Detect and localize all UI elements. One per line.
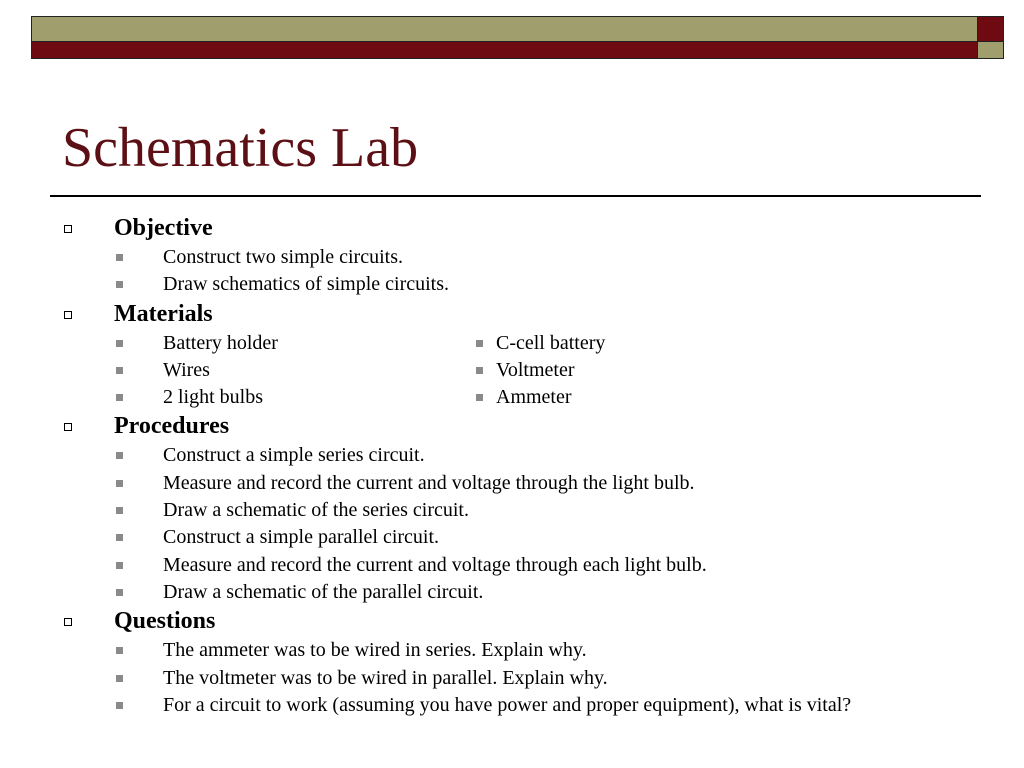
filled-square-icon bbox=[116, 562, 123, 569]
list-item bbox=[0, 552, 1024, 579]
list-item bbox=[0, 579, 1024, 606]
material-item: 2 light bulbs bbox=[163, 386, 264, 409]
header-square-olive bbox=[977, 41, 1004, 59]
section-heading: Objective bbox=[114, 215, 213, 241]
list-item-text: The ammeter was to be wired in series. Explain why. bbox=[163, 639, 587, 662]
list-item bbox=[0, 524, 1024, 551]
hollow-square-icon bbox=[64, 225, 72, 233]
filled-square-icon bbox=[116, 367, 123, 374]
material-item: C-cell battery bbox=[496, 331, 606, 354]
hollow-square-icon bbox=[64, 423, 72, 431]
section-heading: Questions bbox=[114, 608, 216, 635]
section-procedures bbox=[0, 411, 1024, 606]
list-item-text: For a circuit to work (assuming you have power and proper equipment), what is vital? bbox=[163, 693, 852, 716]
filled-square-icon bbox=[116, 340, 123, 347]
filled-square-icon bbox=[476, 367, 483, 374]
filled-square-icon bbox=[116, 507, 123, 514]
list-item-text: Measure and record the current and voltage through the light bulb. bbox=[163, 471, 695, 494]
material-item: Ammeter bbox=[496, 386, 572, 409]
section-heading: Materials bbox=[114, 300, 213, 327]
filled-square-icon bbox=[116, 394, 123, 401]
list-item bbox=[0, 271, 1024, 298]
list-item bbox=[0, 497, 1024, 524]
list-item-text: Measure and record the current and voltage through each light bulb. bbox=[163, 553, 707, 576]
hollow-square-icon bbox=[64, 311, 72, 319]
header-bar-olive bbox=[31, 16, 978, 42]
list-item bbox=[0, 665, 1024, 692]
list-item bbox=[0, 244, 1024, 271]
materials-row bbox=[0, 330, 1024, 357]
section-heading-row bbox=[0, 299, 1024, 330]
section-heading: Procedures bbox=[114, 413, 230, 440]
filled-square-icon bbox=[116, 281, 123, 288]
filled-square-icon bbox=[116, 452, 123, 459]
hollow-square-icon bbox=[64, 618, 72, 626]
list-item-text: The voltmeter was to be wired in parallel. Explain why. bbox=[163, 666, 608, 689]
list-item-text: Construct two simple circuits. bbox=[163, 246, 403, 268]
filled-square-icon bbox=[476, 340, 483, 347]
list-item bbox=[0, 470, 1024, 497]
filled-square-icon bbox=[116, 254, 123, 261]
filled-square-icon bbox=[116, 480, 123, 487]
list-item-text: Construct a simple series circuit. bbox=[163, 444, 425, 467]
title-divider bbox=[50, 195, 981, 197]
filled-square-icon bbox=[116, 589, 123, 596]
list-item-text: Draw schematics of simple circuits. bbox=[163, 273, 450, 296]
slide-title: Schematics Lab bbox=[62, 117, 419, 179]
material-item: Voltmeter bbox=[496, 358, 575, 381]
material-item: Wires bbox=[163, 358, 210, 381]
filled-square-icon bbox=[116, 534, 123, 541]
filled-square-icon bbox=[476, 394, 483, 401]
filled-square-icon bbox=[116, 702, 123, 709]
list-item-text: Draw a schematic of the parallel circuit. bbox=[163, 580, 484, 603]
section-heading-row bbox=[0, 411, 1024, 442]
filled-square-icon bbox=[116, 675, 123, 682]
filled-square-icon bbox=[116, 647, 123, 654]
header-bar-maroon bbox=[31, 41, 978, 59]
list-item-text: Construct a simple parallel circuit. bbox=[163, 526, 440, 549]
list-item-text: Draw a schematic of the series circuit. bbox=[163, 499, 469, 522]
material-item: Battery holder bbox=[163, 331, 278, 354]
header-square-maroon bbox=[977, 16, 1004, 42]
section-heading-row bbox=[0, 606, 1024, 637]
list-item bbox=[0, 637, 1024, 664]
slide-body bbox=[0, 213, 1024, 719]
section-objective bbox=[0, 213, 1024, 299]
materials-row bbox=[0, 384, 1024, 411]
materials-row bbox=[0, 357, 1024, 384]
section-questions bbox=[0, 606, 1024, 719]
list-item bbox=[0, 442, 1024, 469]
section-heading-row bbox=[0, 213, 1024, 244]
list-item bbox=[0, 692, 1024, 719]
section-materials bbox=[0, 299, 1024, 412]
